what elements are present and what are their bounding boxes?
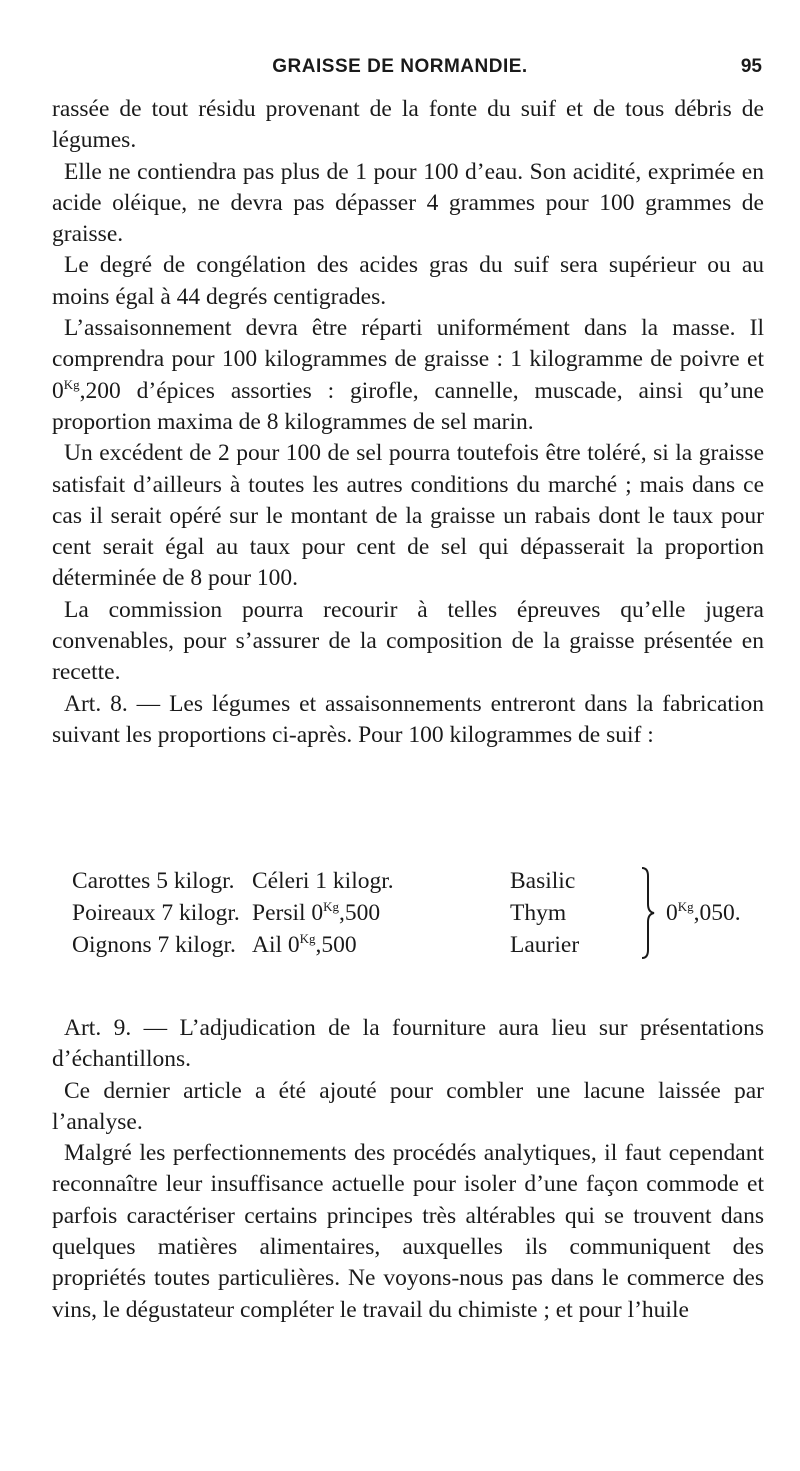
ingredient-cell: Persil $0^{Kg},500$: [252, 899, 381, 926]
paragraph-note: Ce dernier article a été ajouté pour combler une lacune laissée par l’analyse.: [52, 1077, 764, 1135]
paragraph-salt-excess: Un excédent de 2 pour 100 de sel pourra toutefois être toléré, si la graisse satisfait d’ailleurs à toutes les autres conditions du marché ; mais dans ce cas il serait opéré sur le montant de la graisse un rabais dont le taux pour cent serait égal au taux pour cent de sel qui dépasserait la proportion déterminée de 8 pour 100.: [52, 440, 764, 592]
ingredients-table: [72, 862, 772, 962]
ingredient-cell: Ail $0^{Kg},500$: [252, 931, 357, 958]
page-number: 95: [740, 56, 762, 77]
herb-cell: Basilic: [510, 868, 576, 894]
herb-cell: Thym: [510, 900, 567, 926]
paragraph-seasoning: [52, 313, 764, 438]
paragraph-water-acidity: Elle ne contiendra pas plus de 1 pour 100 d’eau. Son acidité, exprimée en acide oléique, ne devra pas dépasser 4 grammes pour 100 grammes de graisse.: [52, 158, 764, 248]
running-head: [0, 56, 800, 86]
seasoning-text-after: ,200 d’épices assorties : girofle, cannelle, muscade, ainsi qu’une proportion maxima de 8 kilogrammes de sel marin.: [52, 377, 764, 435]
ingredient-cell: Céleri 1 kilogr.: [252, 868, 394, 894]
text-block-top: [52, 94, 764, 751]
herbs-weight-value: $0^{Kg},050$.: [666, 899, 741, 926]
paragraph-article-9: Art. 9. — L’adjudication de la fourniture aura lieu sur présentations d’échantillons.: [52, 1015, 764, 1073]
ingredient-cell: Poireaux 7 kilogr.: [72, 900, 240, 926]
seasoning-text-before: L’assaisonnement devra être réparti uniformément dans la masse. Il comprendra pour 100 kilogrammes de graisse : 1 kilogramme de poivre et 0: [52, 315, 764, 404]
curly-brace-icon: [638, 866, 658, 960]
paragraph-congelation: Le degré de congélation des acides gras du suif sera supérieur ou au moins égal à 44 degrés centigrades.: [52, 252, 764, 310]
paragraph-analysis: Malgré les perfectionnements des procédés analytiques, il faut cependant reconnaître leur insuffisance actuelle pour isoler d’une façon commode et parfois caractériser certains principes très altérables qui se trouvent dans quelques matières alimentaires, auxquelles ils communiquent des propriétés toutes particulières. Ne voyons-nous pas dans le commerce des vins, le dégustateur compléter le travail du chimiste ; et pour l’huile: [52, 1140, 764, 1323]
herb-cell: Laurier: [510, 932, 580, 958]
ingredient-cell: Oignons 7 kilogr.: [72, 932, 236, 958]
paragraph-commission: La commission pourra recourir à telles épreuves qu’elle jugera convenables, pour s’assurer de la composition de la graisse présentée en recette.: [52, 596, 764, 686]
paragraph-article-8: Art. 8. — Les légumes et assaisonnements entreront dans la fabrication suivant les proportions ci-après. Pour 100 kilogrammes de suif :: [52, 690, 764, 748]
text-block-bottom: [52, 1013, 764, 1326]
running-title: GRAISSE DE NORMANDIE.: [272, 56, 528, 77]
paragraph-continuation: rassée de tout résidu provenant de la fonte du suif et de tous débris de légumes.: [52, 96, 764, 154]
ingredient-cell: Carottes 5 kilogr.: [72, 868, 235, 894]
seasoning-unit-sup: Kg: [63, 376, 80, 392]
